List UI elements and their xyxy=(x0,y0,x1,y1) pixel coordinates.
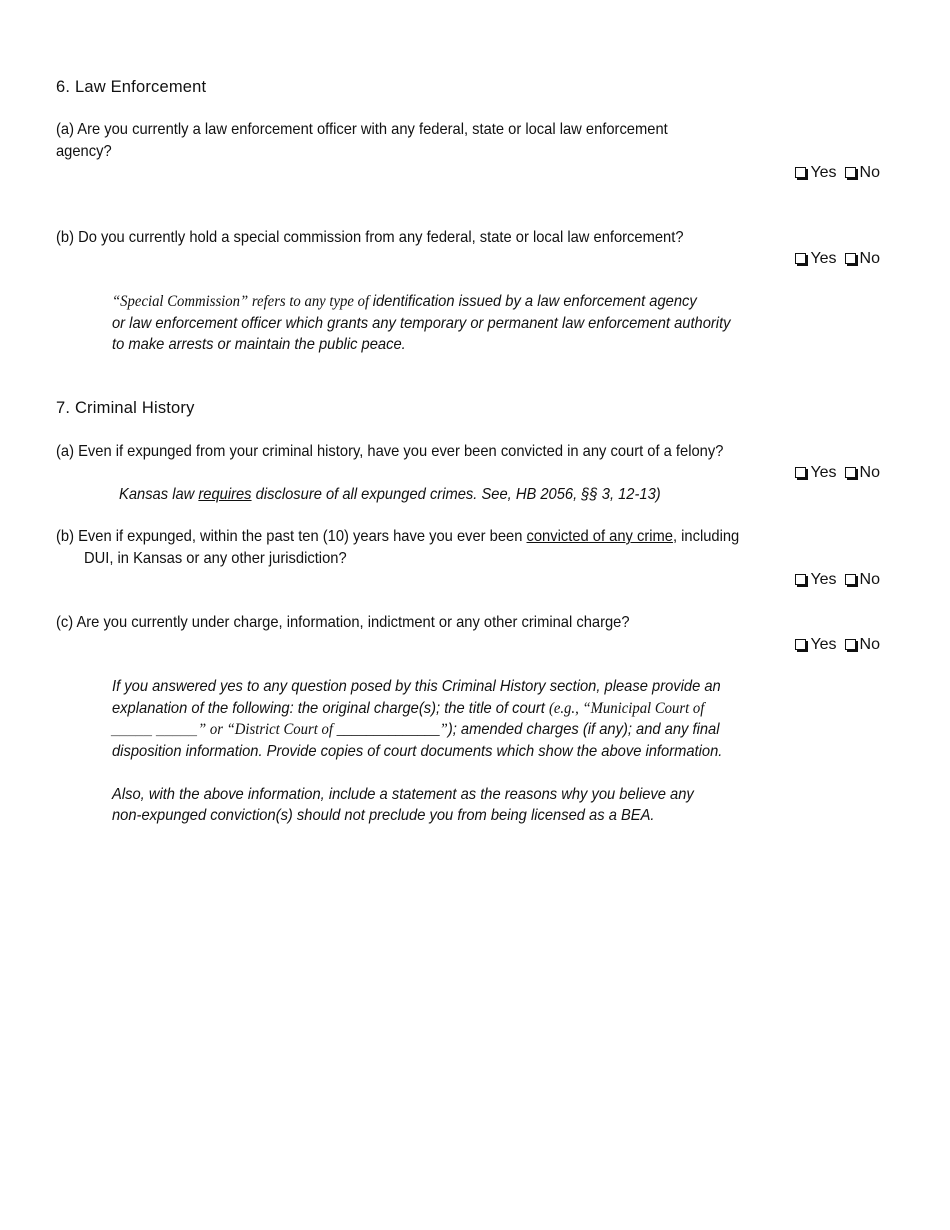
question-7b-yes-option[interactable]: Yes xyxy=(795,569,836,590)
question-7c-no-option[interactable]: No xyxy=(845,634,880,655)
statement-line2: non-expunged conviction(s) should not preclude you from being licensed as a BEA. xyxy=(112,807,655,824)
kansas-law-note: Kansas law requires disclosure of all expunged crimes. See, HB 2056, §§ 3, 12-13) xyxy=(119,486,661,503)
question-7a-no-option[interactable]: No xyxy=(845,462,880,483)
question-7b-no-option[interactable]: No xyxy=(845,569,880,590)
question-6a-no-option[interactable]: No xyxy=(845,162,880,183)
section-7-heading: 7. Criminal History xyxy=(56,399,195,417)
question-7c: (c) Are you currently under charge, information, indictment or any other criminal charge? xyxy=(56,614,630,631)
question-7c-yes-option[interactable]: Yes xyxy=(795,634,836,655)
question-7a-yes-option[interactable]: Yes xyxy=(795,462,836,483)
special-commission-note-line3: to make arrests or maintain the public peace. xyxy=(112,336,406,353)
checkbox-icon[interactable] xyxy=(795,167,806,178)
explanation-line2: explanation of the following: the original charge(s); the title of court (e.g., “Municipal Court of xyxy=(112,700,705,717)
question-7c-yes-no xyxy=(791,634,880,655)
question-6a-line1: (a) Are you currently a law enforcement officer with any federal, state or local law enforcement xyxy=(56,121,668,138)
question-7b-yes-no xyxy=(791,569,880,590)
explanation-line4: disposition information. Provide copies of court documents which show the above information. xyxy=(112,743,723,760)
checkbox-icon[interactable] xyxy=(845,253,856,264)
question-6b: (b) Do you currently hold a special commission from any federal, state or local law enforcement? xyxy=(56,229,684,246)
special-commission-note-line1: “Special Commission” refers to any type of identification issued by a law enforcement agency xyxy=(112,293,697,310)
question-6a-yes-no xyxy=(791,162,880,183)
checkbox-icon[interactable] xyxy=(845,167,856,178)
question-6b-no-option[interactable]: No xyxy=(845,248,880,269)
checkbox-icon[interactable] xyxy=(845,467,856,478)
question-7b-line1: (b) Even if expunged, within the past ten (10) years have you ever been convicted of any crime, including xyxy=(56,528,740,545)
question-6b-yes-no xyxy=(791,248,880,269)
question-6a-line2: agency? xyxy=(56,143,112,160)
checkbox-icon[interactable] xyxy=(795,467,806,478)
question-7a-yes-no xyxy=(791,462,880,483)
question-7a: (a) Even if expunged from your criminal history, have you ever been convicted in any court of a felony? xyxy=(56,443,724,460)
checkbox-icon[interactable] xyxy=(795,253,806,264)
section-6-heading: 6. Law Enforcement xyxy=(56,78,207,96)
question-6a-yes-option[interactable]: Yes xyxy=(795,162,836,183)
special-commission-note-line2: or law enforcement officer which grants any temporary or permanent law enforcement authority xyxy=(112,315,731,332)
explanation-line3: _____ _____” or “District Court of ______________”); amended charges (if any); and any final xyxy=(112,721,720,738)
checkbox-icon[interactable] xyxy=(845,639,856,650)
question-7b-line2: DUI, in Kansas or any other jurisdiction? xyxy=(84,550,347,567)
explanation-line1: If you answered yes to any question posed by this Criminal History section, please provide an xyxy=(112,678,721,695)
question-6b-yes-option[interactable]: Yes xyxy=(795,248,836,269)
checkbox-icon[interactable] xyxy=(795,574,806,585)
checkbox-icon[interactable] xyxy=(795,639,806,650)
statement-line1: Also, with the above information, include a statement as the reasons why you believe any xyxy=(112,786,694,803)
checkbox-icon[interactable] xyxy=(845,574,856,585)
